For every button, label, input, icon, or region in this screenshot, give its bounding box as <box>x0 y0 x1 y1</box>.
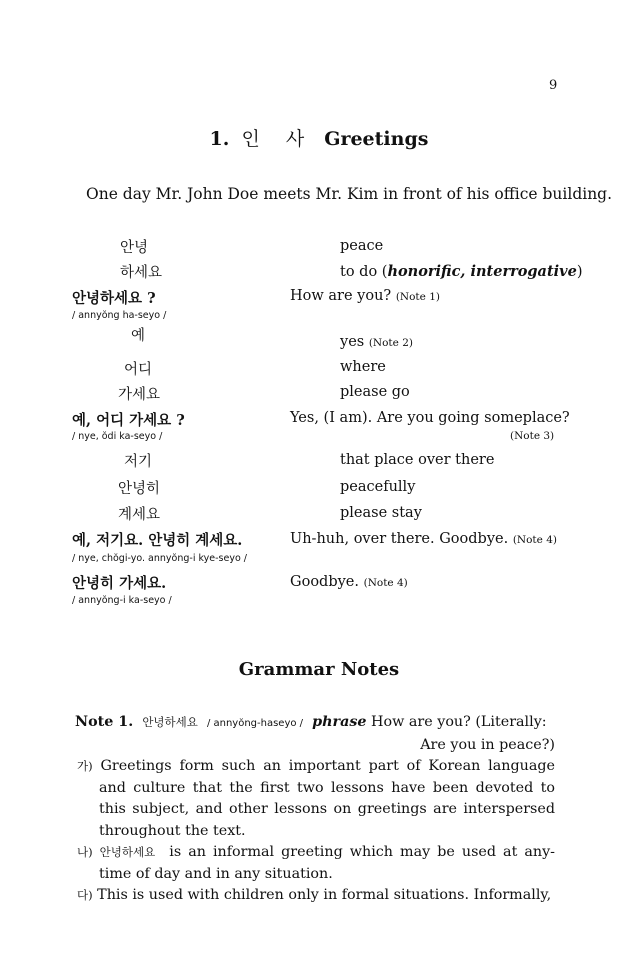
note-item-na <box>77 842 555 885</box>
note-reference: (Note 3) <box>510 430 555 442</box>
note-1-header <box>75 712 555 735</box>
note-romanization: / annyŏng-haseyo / <box>206 718 304 729</box>
item-marker: 다) <box>77 888 93 902</box>
sentence-english <box>290 574 408 590</box>
note-reference: (Note 4) <box>363 577 408 589</box>
vocab-korean: 하세요 <box>120 265 163 281</box>
item-korean: 안녕하세요 <box>99 845 156 859</box>
lesson-number: 1. <box>209 128 230 150</box>
note-item-da <box>77 885 555 907</box>
sentence-english <box>290 288 440 304</box>
note-reference: (Note 4) <box>512 534 557 546</box>
romanization: / annyŏng-i ka-seyo / <box>72 595 172 606</box>
vocab-korean: 예 <box>131 328 146 344</box>
note-korean: 안녕하세요 <box>142 715 198 729</box>
intro-sentence: One day Mr. John Doe meets Mr. Kim in front of his office building. <box>86 185 613 203</box>
gloss-text: to do ( <box>340 264 388 280</box>
item-marker: 가) <box>77 759 93 773</box>
note-reference: (Note 2) <box>368 337 413 349</box>
vocab-english: peace <box>340 238 384 254</box>
sentence-text: Uh-huh, over there. Goodbye. <box>290 531 509 547</box>
vocab-korean: 저기 <box>124 454 153 470</box>
note-phrase: phrase <box>312 714 367 730</box>
romanization: / nye, ŏdi ka-seyo / <box>72 431 163 442</box>
page-number: 9 <box>549 78 558 93</box>
gloss-emphasis: honorific, interrogative <box>387 263 577 280</box>
vocab-korean: 어디 <box>124 362 153 378</box>
grammar-notes <box>75 712 555 907</box>
vocab-english: where <box>340 359 386 375</box>
item-text: Greetings form such an important part of Korean language and culture that the first two lessons have been devoted to this subject, and other lessons on greetings are interspersed throughout the text. <box>99 758 555 839</box>
sentence-korean: 예, 저기요. 안녕히 계세요. <box>72 532 243 549</box>
romanization: / annyŏng ha-seyo / <box>72 310 167 321</box>
note-gloss-continued: Are you in peace?) <box>420 736 555 753</box>
note-reference: (Note 1) <box>395 291 440 303</box>
lesson-title-english: Greetings <box>324 128 429 150</box>
sentence-text: Goodbye. <box>290 574 359 590</box>
sentence-english: Yes, (I am). Are you going someplace? <box>290 410 570 426</box>
vocab-korean: 안녕히 <box>118 481 161 497</box>
vocab-english: please go <box>340 384 410 400</box>
sentence-text: How are you? <box>290 288 392 304</box>
note-item-ga <box>77 756 555 842</box>
sentence-english <box>290 531 557 547</box>
vocab-english <box>340 334 413 350</box>
romanization: / nye, chŏgi-yo. annyŏng-i kye-seyo / <box>72 553 247 564</box>
gloss-text: yes <box>340 334 365 350</box>
sentence-korean: 안녕히 가세요. <box>72 575 167 592</box>
note-gloss: How are you? (Literally: <box>371 714 547 730</box>
note-label: Note 1. <box>75 714 134 730</box>
vocab-korean: 가세요 <box>118 387 161 403</box>
lesson-title <box>0 124 638 151</box>
vocab-english <box>340 263 582 280</box>
gloss-text: ) <box>576 264 583 280</box>
vocab-english: peacefully <box>340 479 416 495</box>
lesson-title-korean: 인 사 <box>241 128 315 150</box>
item-text: This is used with children only in formal situations. Informally, <box>97 887 552 903</box>
vocab-english: that place over there <box>340 452 495 468</box>
sentence-korean: 안녕하세요 ? <box>72 290 156 307</box>
vocab-english: please stay <box>340 505 422 521</box>
section-heading: Grammar Notes <box>238 659 400 680</box>
sentence-korean: 예, 어디 가세요 ? <box>72 412 185 429</box>
vocab-korean: 계세요 <box>118 507 161 523</box>
vocab-korean: 안녕 <box>120 240 149 256</box>
item-marker: 나) <box>77 845 93 859</box>
item-text: is an informal greeting which may be used at any-time of day and in any situation. <box>99 844 555 882</box>
